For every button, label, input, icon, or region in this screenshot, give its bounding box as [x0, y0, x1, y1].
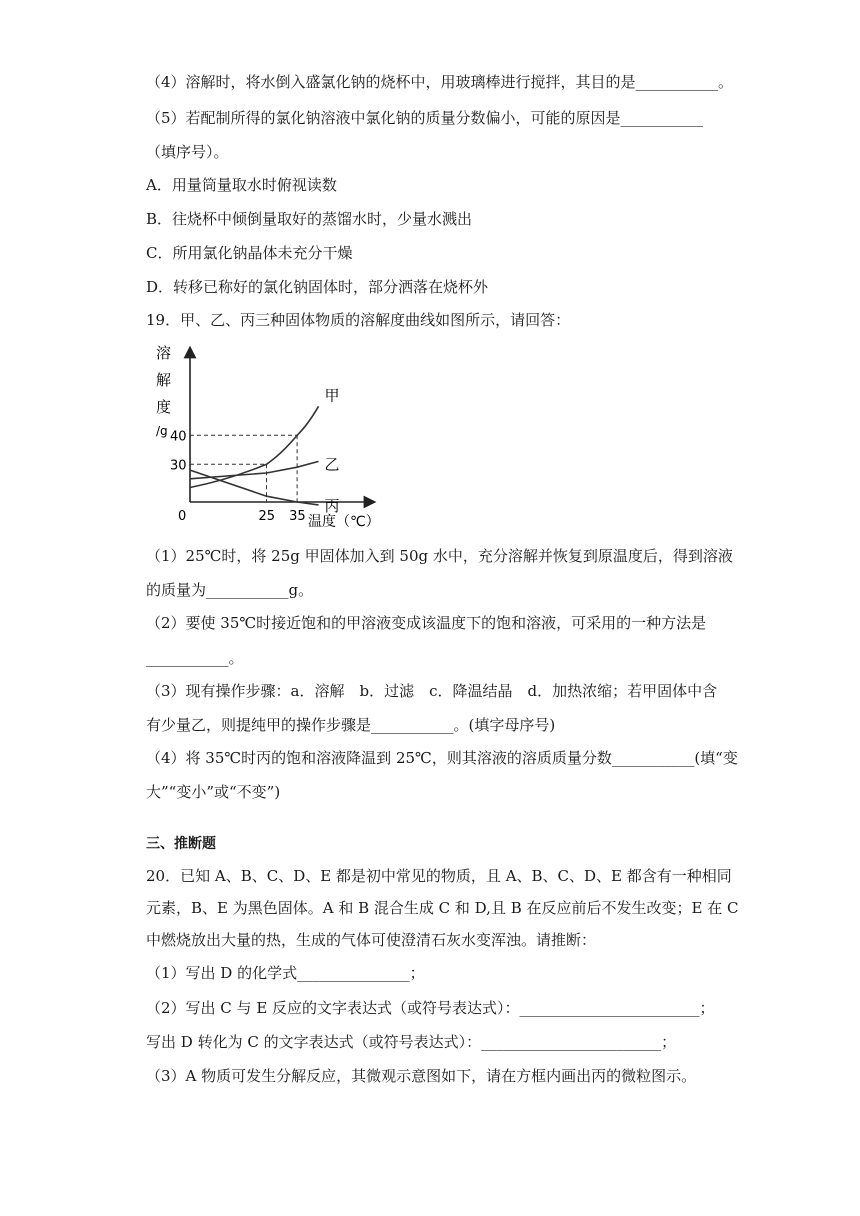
option-c: C．所用氯化钠晶体未充分干燥 — [146, 244, 353, 262]
y-axis-label-char: 溶 — [156, 344, 172, 362]
x-tick-label: 25 — [258, 509, 276, 524]
q19-stem: 19．甲、乙、丙三种固体物质的溶解度曲线如图所示，请回答： — [146, 311, 571, 329]
q19-part1-line1: （1）25℃时，将 25g 甲固体加入到 50g 水中，充分溶解并恢复到原温度后，得到溶液 — [146, 547, 733, 565]
q18-part5-line2: （填序号）。 — [146, 143, 229, 161]
q19-part3-line1: （3）现有操作步骤：a．溶解 b．过滤 c．降温结晶 d．加热浓缩；若甲固体中含 — [146, 682, 718, 700]
x-tick-label: 35 — [289, 509, 306, 524]
series-line-甲 — [190, 406, 319, 487]
q19-part2-line2: ___________。 — [146, 649, 244, 667]
q20-stem-line2: 元素，B、E 为黑色固体。A 和 B 混合生成 C 和 D,且 B 在反应前后不发生改变；E 在 C — [146, 899, 739, 917]
q18-part5-line1: （5）若配制所得的氯化钠溶液中氯化钠的质量分数偏小，可能的原因是___________ — [146, 109, 704, 127]
series-line-丙 — [190, 470, 319, 505]
q20-part2-line1: （2）写出 C 与 E 反应的文字表达式（或符号表达式）：________________________； — [146, 999, 715, 1017]
q19-part1-line2: 的质量为___________g。 — [146, 581, 314, 599]
y-tick-label: 40 — [170, 429, 187, 445]
origin-label: 0 — [178, 509, 187, 524]
option-b: B．往烧杯中倾倒量取好的蒸馏水时，少量水溅出 — [146, 210, 473, 228]
x-axis-label: 温度（℃） — [308, 514, 380, 530]
q19-part4-line2: 大”“变小”或“不变”) — [146, 783, 281, 801]
option-d: D．转移已称好的氯化钠固体时，部分洒落在烧杯外 — [146, 278, 489, 296]
option-a: A．用量筒量取水时俯视读数 — [146, 176, 337, 194]
q20-stem-line3: 中燃烧放出大量的热，生成的气体可使澄清石灰水变浑浊。请推断： — [146, 931, 597, 949]
y-axis-label — [156, 344, 171, 438]
series-label: 乙 — [324, 455, 340, 474]
y-tick-label: 30 — [170, 458, 187, 474]
y-axis-label-char: 解 — [156, 371, 172, 389]
q19-part3-line2: 有少量乙，则提纯甲的操作步骤是___________。(填字母序号) — [146, 716, 556, 734]
q18-part4: （4）溶解时，将水倒入盛氯化钠的烧杯中，用玻璃棒进行搅拌，其目的是___________。 — [146, 73, 734, 91]
y-axis-label-unit: /g — [156, 424, 168, 438]
q20-part2-line2: 写出 D 转化为 C 的文字表达式（或符号表达式）：________________________； — [146, 1033, 677, 1051]
series-label: 丙 — [324, 496, 340, 515]
q20-part3: （3）A 物质可发生分解反应，其微观示意图如下，请在方框内画出丙的微粒图示。 — [146, 1067, 697, 1085]
q19-part4-line1: （4）将 35℃时丙的饱和溶液降温到 25℃，则其溶液的溶质质量分数___________(填“变 — [146, 749, 738, 767]
q20-part1: （1）写出 D 的化学式_______________； — [146, 964, 425, 982]
q20-stem-line1: 20．已知 A、B、C、D、E 都是初中常见的物质，且 A、B、C、D、E 都含有一种相同 — [146, 867, 732, 885]
q19-part2-line1: （2）要使 35℃时接近饱和的甲溶液变成该温度下的饱和溶液，可采用的一种方法是 — [146, 614, 707, 632]
y-axis-label-char: 度 — [156, 398, 172, 416]
solubility-chart — [148, 340, 388, 535]
series-label: 甲 — [324, 386, 340, 405]
section-heading: 三、推断题 — [146, 836, 216, 852]
